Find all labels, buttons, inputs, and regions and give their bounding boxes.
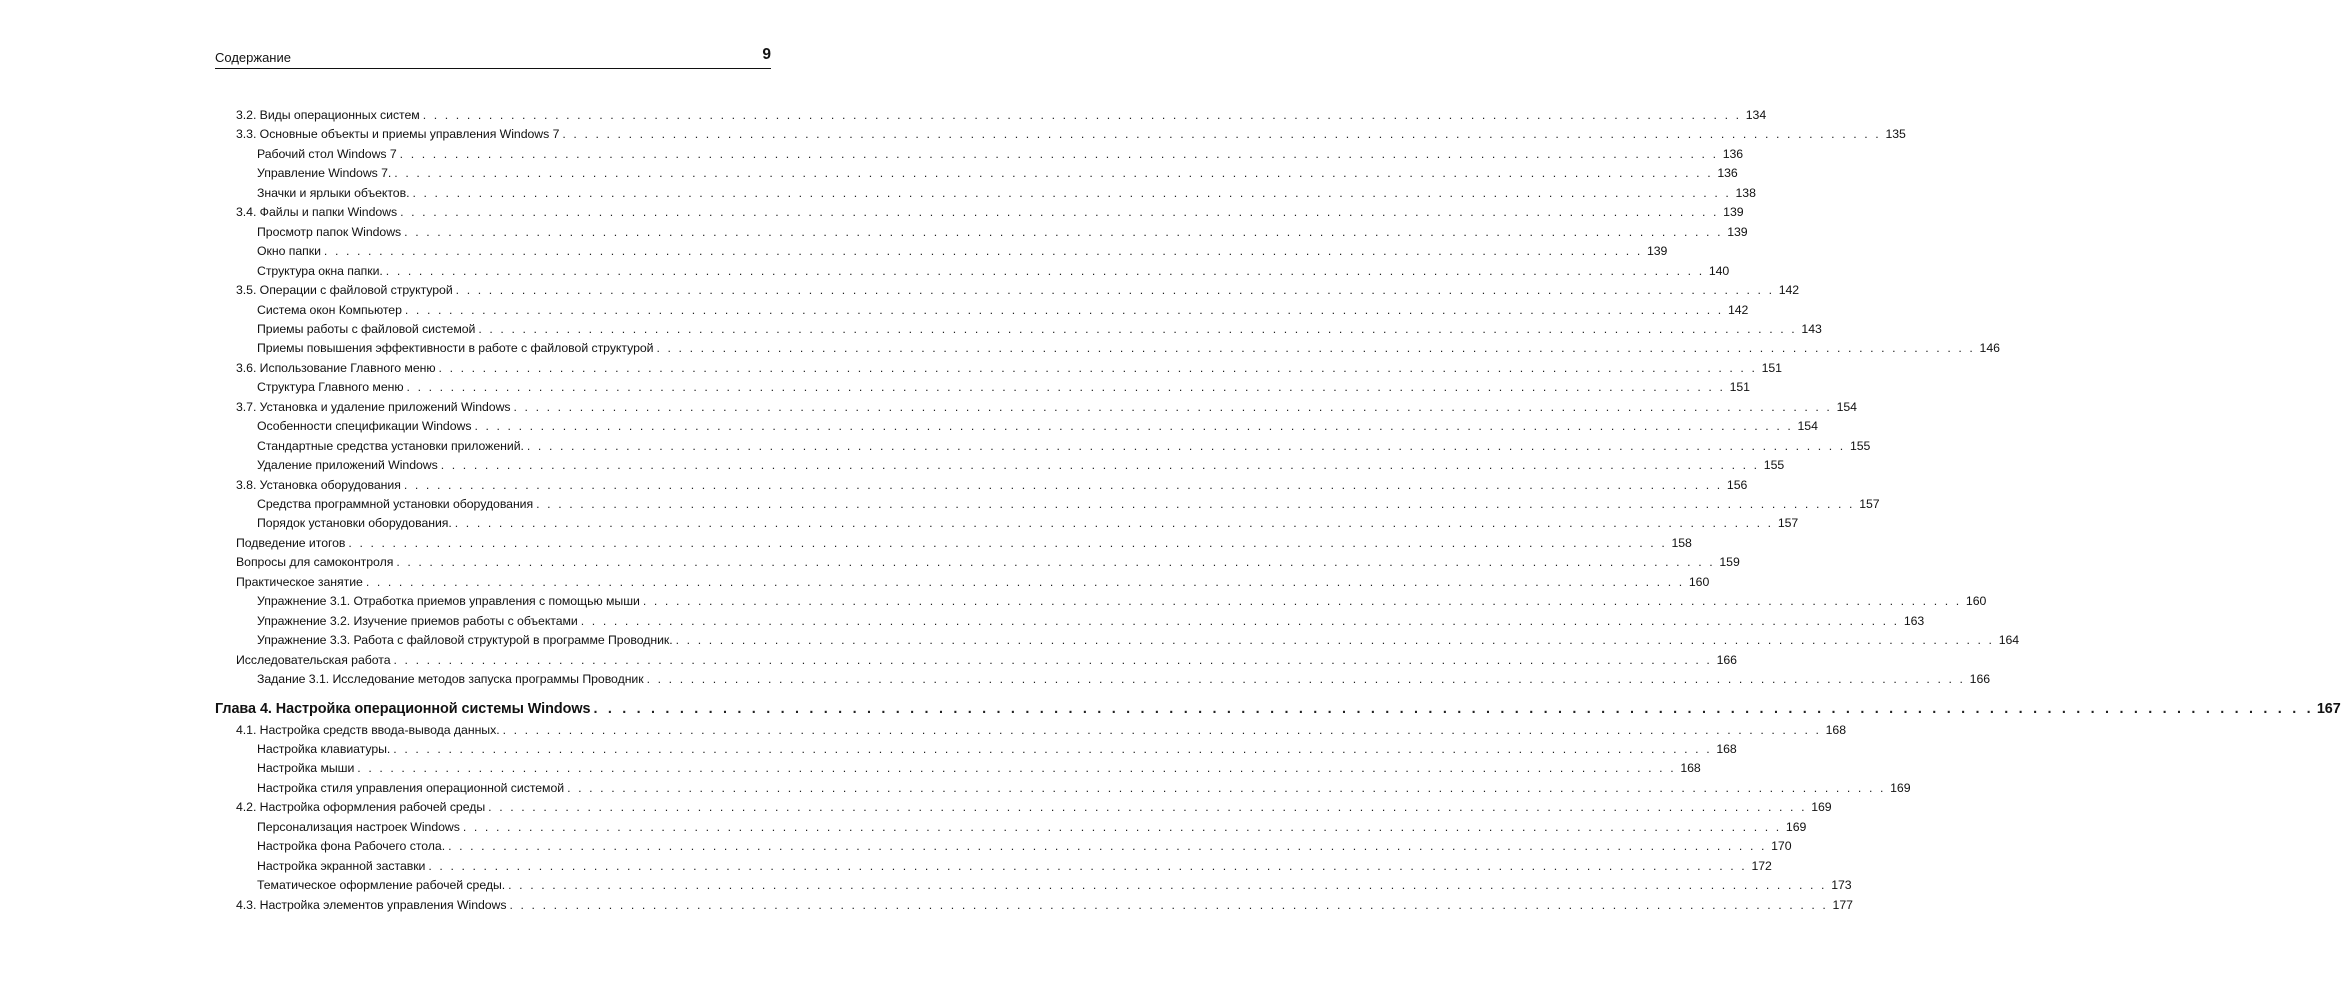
- running-header-title: Содержание: [215, 50, 291, 65]
- toc-leader-dots: . . . . . . . . . . . . . . . . . . . . . . . . . . . . . . . . . . . . . . . . . . . . . . . . . . . . . . . . . . . . . . . . . . . . . . . . . . . . . . . . . . . . . . . . . . . . . . . . . . . . . . . . . . . . . . . . . . . . . . . .: [440, 458, 1760, 473]
- toc-entry: [236, 473, 1748, 493]
- toc-entry-title: Тематическое оформление рабочей среды.: [257, 878, 506, 893]
- toc-entry-title: Значки и ярлыки объектов.: [257, 185, 410, 200]
- toc-entry-page: 143: [1801, 321, 1822, 336]
- toc-leader-dots: . . . . . . . . . . . . . . . . . . . . . . . . . . . . . . . . . . . . . . . . . . . . . . . . . . . . . . . . . . . . . . . . . . . . . . . . . . . . . . . . . . . . . . . . . . . . . . . . . . . . . . . . . . . . . . . . . . . . . . . .: [403, 477, 1723, 492]
- toc-entry-title: Глава 4. Настройка операционной системы Windows: [215, 700, 591, 717]
- toc-leader-dots: . . . . . . . . . . . . . . . . . . . . . . . . . . . . . . . . . . . . . . . . . . . . . . . . . . . . . . . . . . . . . . . . . . . . . . . . . . . . . . . . . . . . . . . . . . . . . . . . . . . . . . . . . . . . . . . . . . . . . . . .: [513, 399, 1832, 414]
- toc-entry-page: 172: [1751, 858, 1772, 873]
- toc-entry: [257, 589, 1987, 609]
- toc-entry-page: 168: [1680, 761, 1701, 776]
- toc-entry-page: 138: [1735, 185, 1756, 200]
- toc-entry: [257, 776, 1911, 796]
- toc-entry-page: 136: [1717, 166, 1738, 181]
- toc-entry-page: 166: [1969, 672, 1991, 687]
- toc-entry-page: 142: [1778, 283, 1800, 298]
- toc-entry: [257, 298, 1749, 318]
- toc-entry: [257, 815, 1807, 835]
- toc-entry-title: Рабочий стол Windows 7: [257, 146, 397, 161]
- toc-leader-dots: . . . . . . . . . . . . . . . . . . . . . . . . . . . . . . . . . . . . . . . . . . . . . . . . . . . . . . . . . . . . . . . . . . . . . . . . . . . . . . . . . . . . . . . . . . . . . . . . . . . . . . . . . . . . . . . . . . . . . . . .: [323, 244, 1643, 259]
- toc-leader-dots: . . . . . . . . . . . . . . . . . . . . . . . . . . . . . . . . . . . . . . . . . . . . . . . . . . . . . . . . . . . . . . . . . . . . . . . . . . . . . . . . . . . . . . . . . . . . . . . . . . . . . . . . . . . . . . . . . . . . . . . .: [462, 819, 1782, 834]
- toc-entry: [257, 609, 1925, 629]
- toc-entry: [257, 434, 1871, 454]
- toc-entry-page: 151: [1729, 380, 1750, 395]
- toc-entry-title: Персонализация настроек Windows: [257, 819, 460, 834]
- toc-entry-page: 139: [1723, 205, 1744, 220]
- toc-entry-title: Настройка экранной заставки: [257, 858, 426, 873]
- toc-entry-page: 168: [1825, 722, 1846, 737]
- toc-leader-dots: . . . . . . . . . . . . . . . . . . . . . . . . . . . . . . . . . . . . . . . . . . . . . . . . . . . . . . . . . . . . . . . . . . . . . . . . . . . . . . . . . . . . . . . . . . . . . . . . . . . . . . . . . . . . . . . . . . . . . . . .: [509, 897, 1828, 912]
- toc-leader-dots: . . . . . . . . . . . . . . . . . . . . . . . . . . . . . . . . . . . . . . . . . . . . . . . . . . . . . . . . . . . . . . . . . . . . . . . . . . . . . . . . . . . . . . . . . . . . . . . . . . . . . . . . . . . . . . . . . . . . . . . .: [438, 360, 1757, 375]
- toc-leader-dots: . . . . . . . . . . . . . . . . . . . . . . . . . . . . . . . . . . . . . . . . . . . . . . . . . . . . . . . . . . . . . . . . . . . . . . . . . . . . . . . . . . . . . . . . . . . . . . . . . . . . . . . . . . . . . . . . . . . . . . . .: [400, 205, 1719, 220]
- toc-entry-title: 3.6. Использование Главного меню: [236, 360, 436, 375]
- toc-entry-title: Стандартные средства установки приложений.: [257, 438, 524, 453]
- toc-entry-title: Структура Главного меню: [257, 380, 404, 395]
- toc-entry-page: 154: [1836, 399, 1857, 414]
- toc-leader-dots: . . . . . . . . . . . . . . . . . . . . . . . . . . . . . . . . . . . . . . . . . . . . . . . . . . . . . . . . . . . . . . . . . . . . . . . . . . . . . . . . . . . . . . . . . . . . . . . . . . . . . . . . . . . . . . . . . . . . . . . .: [406, 380, 1725, 395]
- toc-entry-title: Упражнение 3.3. Работа с файловой структурой в программе Проводник.: [257, 633, 673, 648]
- toc-entry-title: Окно папки: [257, 244, 321, 259]
- toc-leader-dots: . . . . . . . . . . . . . . . . . . . . . . . . . . . . . . . . . . . . . . . . . . . . . . . . . . . . . . . . . . . . . . . . . . . . . . . . . . . . . . . . . . . . . . . . . . . . . . . . . . . . . . . . . . . . . . . . . . . . . . . .: [478, 321, 1797, 336]
- toc-entry-page: 159: [1719, 555, 1740, 570]
- toc-entry: [236, 570, 1710, 590]
- toc-entry-title: 4.2. Настройка оформления рабочей среды: [236, 800, 486, 815]
- toc-entry: [257, 511, 1799, 531]
- toc-leader-dots: . . . . . . . . . . . . . . . . . . . . . . . . . . . . . . . . . . . . . . . . . . . . . . . . . . . . . . . . . . . . . . . . . . . . . . . . . . . . . . . . . . . . . . . . . . . . . . . . . . . . . . . . . . . . . . . . . . . . . . . .: [642, 594, 1962, 609]
- toc-entry-title: Особенности спецификации Windows: [257, 419, 472, 434]
- toc-leader-dots: . . . . . . . . . . . . . . . . . . . . . . . . . . . . . . . . . . . . . . . . . . . . . . . . . . . . . . . . . . . . . . . . . . . . . . . . . . . . . . . . . . . . . . . . . . . . . . . . . . . . . . . . . . . . . . . . . . . . . . . .: [488, 800, 1807, 815]
- toc-entry-page: 146: [1979, 341, 2000, 356]
- toc-entry-title: Подведение итогов: [236, 535, 346, 550]
- toc-entry-title: Вопросы для самоконтроля: [236, 555, 394, 570]
- toc-leader-dots: . . . . . . . . . . . . . . . . . . . . . . . . . . . . . . . . . . . . . . . . . . . . . . . . . . . . . . . . . . . . . . . . . . . . . . . . . . . . . . . . . . . . . . . . . . . . . . . . . . . . . . . . . . . . . . . . . . . . . . . .: [348, 535, 1667, 550]
- toc-entry: [257, 259, 1730, 279]
- toc-entry-title: Просмотр папок Windows: [257, 224, 402, 239]
- toc-entry-title: 3.3. Основные объекты и приемы управления Windows 7: [236, 127, 560, 142]
- toc-entry: [257, 239, 1668, 259]
- toc-entry: [257, 453, 1785, 473]
- toc-entry-page: 163: [1903, 613, 1925, 628]
- toc-entry-page: 169: [1890, 780, 1911, 795]
- toc-entry-title: Упражнение 3.2. Изучение приемов работы с объектами: [257, 613, 578, 628]
- toc-leader-dots: . . . . . . . . . . . . . . . . . . . . . . . . . . . . . . . . . . . . . . . . . . . . . . . . . . . . . . . . . . . . . . . . . . . . . . . . . . . . . . . . . . . . . . . . . . . . . . . . . . . . . . . . . . . . . . . . . . . . . . . .: [393, 741, 1712, 756]
- toc-leader-dots: . . . . . . . . . . . . . . . . . . . . . . . . . . . . . . . . . . . . . . . . . . . . . . . . . . . . . . . . . . . . . . . . . . . . . . . . . . . . . . . . . . . . . . . . . . . . . . . . . . . . . . . . . . . . . . . . . . . . . . . .: [646, 672, 1966, 687]
- toc-leader-dots: . . . . . . . . . . . . . . . . . . . . . . . . . . . . . . . . . . . . . . . . . . . . . . . . . . . . . . . . . . . . . . . . . . . . . . . . . . . . . . . . . . . . . . . . . . . . . . . . . . . . . . . . . . . . . . . . . . . . . . . .: [357, 761, 1676, 776]
- toc-leader-dots: . . . . . . . . . . . . . . . . . . . . . . . . . . . . . . . . . . . . . . . . . . . . . . . . . . . . . . . . . . . . . . . . . . . . . . . . . . . . . . . . . . . . . . . . . . . . . . . . . . . . . . . . . . . . . . . . . . . . . . . .: [404, 224, 1723, 239]
- toc-entry: [257, 873, 1852, 893]
- toc-entry: [236, 795, 1832, 815]
- toc-leader-dots: . . . . . . . . . . . . . . . . . . . . . . . . . . . . . . . . . . . . . . . . . . . . . . . . . . . . . . . . . . . . . . . . . . . . . . . . . . . . . . . . . . . . . . . . . . . . . . . . . . . . . . . . . . . . . . . . . . . . . . . .: [404, 302, 1724, 317]
- toc-entry: [236, 103, 1767, 123]
- toc-entry-title: Исследовательская работа: [236, 652, 391, 667]
- toc-leader-dots: . . . . . . . . . . . . . . . . . . . . . . . . . . . . . . . . . . . . . . . . . . . . . . . . . . . . . . . . . . . . . . . . . . . . . . . . . . . . . . . . . . . . . . . . . . . . . . . . . . . . . . . . . . . . . . . . . . . . . . . .: [454, 516, 1774, 531]
- toc-entry-title: 4.1. Настройка средств ввода-вывода данных.: [236, 722, 500, 737]
- toc-entry: [257, 737, 1737, 757]
- toc-entry-title: Настройка клавиатуры.: [257, 741, 391, 756]
- toc-entry-page: 157: [1859, 497, 1880, 511]
- toc-entry-title: 4.3. Настройка элементов управления Windows: [236, 897, 507, 912]
- toc-entry-page: 155: [1763, 458, 1785, 473]
- toc-entry: [257, 142, 1744, 162]
- toc-entry: [257, 628, 2020, 648]
- toc-entry-title: Система окон Компьютер: [257, 302, 402, 317]
- toc-leader-dots: . . . . . . . . . . . . . . . . . . . . . . . . . . . . . . . . . . . . . . . . . . . . . . . . . . . . . . . . . . . . . . . . . . . . . . . . . . . . . . . . . . . . . . . . . . . . . . . . . . . . . . . . . . . . . . . . . . . . . . . .: [365, 574, 1685, 589]
- toc-entry-title: Настройка стиля управления операционной системой: [257, 780, 565, 795]
- toc-leader-dots: . . . . . . . . . . . . . . . . . . . . . . . . . . . . . . . . . . . . . . . . . . . . . . . . . . . . . . . . . . . . . . . . . . . . . . . . . . . . . . . . . . . . . . . . . . . . . . . . . . . . . . . . . . . . . . . . . . . . . . . .: [593, 700, 2314, 717]
- toc-entry-page: 170: [1771, 839, 1792, 854]
- toc-entry: [257, 492, 1880, 512]
- toc-leader-dots: . . . . . . . . . . . . . . . . . . . . . . . . . . . . . . . . . . . . . . . . . . . . . . . . . . . . . . . . . . . . . . . . . . . . . . . . . . . . . . . . . . . . . . . . . . . . . . . . . . . . . . . . . . . . . . . . . . . . . . . .: [455, 283, 1775, 298]
- toc-entry: [257, 414, 1818, 434]
- toc-entry-title: Настройка фона Рабочего стола.: [257, 839, 446, 854]
- toc-leader-dots: . . . . . . . . . . . . . . . . . . . . . . . . . . . . . . . . . . . . . . . . . . . . . . . . . . . . . . . . . . . . . . . . . . . . . . . . . . . . . . . . . . . . . . . . . . . . . . . . . . . . . . . . . . . . . . . . . . . . . . . .: [562, 127, 1881, 142]
- toc-leader-dots: . . . . . . . . . . . . . . . . . . . . . . . . . . . . . . . . . . . . . . . . . . . . . . . . . . . . . . . . . . . . . . . . . . . . . . . . . . . . . . . . . . . . . . . . . . . . . . . . . . . . . . . . . . . . . . . . . . . . . . . .: [567, 780, 1886, 795]
- toc-leader-dots: . . . . . . . . . . . . . . . . . . . . . . . . . . . . . . . . . . . . . . . . . . . . . . . . . . . . . . . . . . . . . . . . . . . . . . . . . . . . . . . . . . . . . . . . . . . . . . . . . . . . . . . . . . . . . . . . . . . . . . . .: [393, 652, 1712, 667]
- toc-entry: [257, 667, 1991, 687]
- toc-entry: [257, 336, 2000, 356]
- toc-entry-page: 160: [1965, 594, 1987, 609]
- toc-entry: [257, 181, 1756, 201]
- toc-leader-dots: . . . . . . . . . . . . . . . . . . . . . . . . . . . . . . . . . . . . . . . . . . . . . . . . . . . . . . . . . . . . . . . . . . . . . . . . . . . . . . . . . . . . . . . . . . . . . . . . . . . . . . . . . . . . . . . . . . . . . . . .: [536, 497, 1855, 511]
- toc-entry-page: 139: [1646, 244, 1668, 259]
- toc-leader-dots: . . . . . . . . . . . . . . . . . . . . . . . . . . . . . . . . . . . . . . . . . . . . . . . . . . . . . . . . . . . . . . . . . . . . . . . . . . . . . . . . . . . . . . . . . . . . . . . . . . . . . . . . . . . . . . . . . . . . . . . .: [508, 878, 1827, 893]
- toc-entry: [236, 200, 1744, 220]
- toc-entry-title: 3.8. Установка оборудования: [236, 477, 401, 492]
- toc-entry-title: Приемы работы с файловой системой: [257, 321, 476, 336]
- toc-entry-page: 167: [2316, 700, 2341, 717]
- toc-entry-page: 169: [1811, 800, 1832, 815]
- toc-leader-dots: . . . . . . . . . . . . . . . . . . . . . . . . . . . . . . . . . . . . . . . . . . . . . . . . . . . . . . . . . . . . . . . . . . . . . . . . . . . . . . . . . . . . . . . . . . . . . . . . . . . . . . . . . . . . . . . . . . . . . . . .: [396, 555, 1715, 570]
- toc-entry-title: Задание 3.1. Исследование методов запуска программы Проводник: [257, 672, 644, 687]
- toc-entry-page: 155: [1849, 438, 1871, 453]
- toc-leader-dots: . . . . . . . . . . . . . . . . . . . . . . . . . . . . . . . . . . . . . . . . . . . . . . . . . . . . . . . . . . . . . . . . . . . . . . . . . . . . . . . . . . . . . . . . . . . . . . . . . . . . . . . . . . . . . . . . . . . . . . . .: [394, 166, 1713, 181]
- toc-entry: [236, 122, 1906, 142]
- toc-entry-title: 3.4. Файлы и папки Windows: [236, 205, 398, 220]
- toc-entry-title: Практическое занятие: [236, 574, 363, 589]
- toc-entry-page: 158: [1671, 535, 1692, 550]
- toc-entry-page: 142: [1727, 302, 1749, 317]
- toc-entry-title: Порядок установки оборудования.: [257, 516, 452, 531]
- toc-entry-page: 160: [1688, 574, 1710, 589]
- toc-entry: [257, 375, 1750, 395]
- toc-chapter-heading: [215, 695, 2341, 717]
- toc-entry-page: 151: [1761, 360, 1782, 375]
- toc-entry-page: 154: [1797, 419, 1818, 434]
- toc-leader-dots: . . . . . . . . . . . . . . . . . . . . . . . . . . . . . . . . . . . . . . . . . . . . . . . . . . . . . . . . . . . . . . . . . . . . . . . . . . . . . . . . . . . . . . . . . . . . . . . . . . . . . . . . . . . . . . . . . . . . . . . .: [474, 419, 1793, 434]
- toc-entry-page: 134: [1745, 108, 1767, 122]
- toc-entry: [236, 550, 1740, 570]
- toc-entry-title: Управление Windows 7.: [257, 166, 392, 181]
- toc-entry-page: 166: [1716, 652, 1737, 667]
- toc-entry: [236, 648, 1737, 668]
- toc-entry: [257, 220, 1748, 240]
- toc-entry-title: 3.2. Виды операционных систем: [236, 108, 420, 122]
- toc-entry-page: 164: [1998, 633, 2020, 648]
- toc-entry-title: Удаление приложений Windows: [257, 458, 438, 473]
- toc-leader-dots: . . . . . . . . . . . . . . . . . . . . . . . . . . . . . . . . . . . . . . . . . . . . . . . . . . . . . . . . . . . . . . . . . . . . . . . . . . . . . . . . . . . . . . . . . . . . . . . . . . . . . . . . . . . . . . . . . . . . . . . .: [526, 438, 1846, 453]
- toc-leader-dots: . . . . . . . . . . . . . . . . . . . . . . . . . . . . . . . . . . . . . . . . . . . . . . . . . . . . . . . . . . . . . . . . . . . . . . . . . . . . . . . . . . . . . . . . . . . . . . . . . . . . . . . . . . . . . . . . . . . . . . . .: [675, 633, 1995, 648]
- toc-entry-page: 169: [1785, 819, 1807, 834]
- page-number: 9: [762, 46, 771, 63]
- toc-entry-title: Средства программной установки оборудования: [257, 497, 534, 511]
- toc-entry: [236, 531, 1692, 551]
- toc-leader-dots: . . . . . . . . . . . . . . . . . . . . . . . . . . . . . . . . . . . . . . . . . . . . . . . . . . . . . . . . . . . . . . . . . . . . . . . . . . . . . . . . . . . . . . . . . . . . . . . . . . . . . . . . . . . . . . . . . . . . . . . .: [656, 341, 1975, 356]
- toc-leader-dots: . . . . . . . . . . . . . . . . . . . . . . . . . . . . . . . . . . . . . . . . . . . . . . . . . . . . . . . . . . . . . . . . . . . . . . . . . . . . . . . . . . . . . . . . . . . . . . . . . . . . . . . . . . . . . . . . . . . . . . . .: [448, 839, 1767, 854]
- toc-leader-dots: . . . . . . . . . . . . . . . . . . . . . . . . . . . . . . . . . . . . . . . . . . . . . . . . . . . . . . . . . . . . . . . . . . . . . . . . . . . . . . . . . . . . . . . . . . . . . . . . . . . . . . . . . . . . . . . . . . . . . . . .: [385, 263, 1705, 278]
- toc-entry-page: 168: [1716, 741, 1737, 756]
- toc-entry: [257, 317, 1822, 337]
- toc-leader-dots: . . . . . . . . . . . . . . . . . . . . . . . . . . . . . . . . . . . . . . . . . . . . . . . . . . . . . . . . . . . . . . . . . . . . . . . . . . . . . . . . . . . . . . . . . . . . . . . . . . . . . . . . . . . . . . . . . . . . . . . .: [399, 146, 1719, 161]
- toc-entry-title: Упражнение 3.1. Отработка приемов управления с помощью мыши: [257, 594, 640, 609]
- toc-entry-title: 3.7. Установка и удаление приложений Windows: [236, 399, 511, 414]
- toc-entry: [257, 834, 1792, 854]
- toc-entry: [236, 893, 1853, 913]
- toc-entry-page: 156: [1726, 477, 1748, 492]
- toc-leader-dots: . . . . . . . . . . . . . . . . . . . . . . . . . . . . . . . . . . . . . . . . . . . . . . . . . . . . . . . . . . . . . . . . . . . . . . . . . . . . . . . . . . . . . . . . . . . . . . . . . . . . . . . . . . . . . . . . . . . . . . . .: [580, 613, 1900, 628]
- toc-entry: [236, 395, 1857, 415]
- toc-entry-title: 3.5. Операции с файловой структурой: [236, 283, 453, 298]
- toc-entry-page: 136: [1722, 146, 1744, 161]
- toc-entry: [236, 356, 1782, 376]
- running-header: [215, 46, 771, 69]
- toc-leader-dots: . . . . . . . . . . . . . . . . . . . . . . . . . . . . . . . . . . . . . . . . . . . . . . . . . . . . . . . . . . . . . . . . . . . . . . . . . . . . . . . . . . . . . . . . . . . . . . . . . . . . . . . . . . . . . . . . . . . . . . . .: [412, 185, 1731, 200]
- toc-leader-dots: . . . . . . . . . . . . . . . . . . . . . . . . . . . . . . . . . . . . . . . . . . . . . . . . . . . . . . . . . . . . . . . . . . . . . . . . . . . . . . . . . . . . . . . . . . . . . . . . . . . . . . . . . . . . . . . . . . . . . . . .: [422, 108, 1742, 122]
- toc-entry-page: 140: [1708, 263, 1730, 278]
- toc-entry-page: 157: [1777, 516, 1799, 531]
- toc-entry-title: Настройка мыши: [257, 761, 355, 776]
- toc-entry-page: 139: [1727, 224, 1748, 239]
- toc-entry-title: Структура окна папки.: [257, 263, 383, 278]
- toc-entry-page: 177: [1832, 897, 1853, 912]
- toc-entry: [236, 278, 1800, 298]
- toc-entry-title: Приемы повышения эффективности в работе с файловой структурой: [257, 341, 654, 356]
- toc-entry: [236, 718, 1846, 738]
- toc-entry: [257, 161, 1738, 181]
- toc-leader-dots: . . . . . . . . . . . . . . . . . . . . . . . . . . . . . . . . . . . . . . . . . . . . . . . . . . . . . . . . . . . . . . . . . . . . . . . . . . . . . . . . . . . . . . . . . . . . . . . . . . . . . . . . . . . . . . . . . . . . . . . .: [502, 722, 1821, 737]
- toc-entry-page: 135: [1885, 127, 1906, 142]
- toc-entry: [257, 756, 1701, 776]
- toc-leader-dots: . . . . . . . . . . . . . . . . . . . . . . . . . . . . . . . . . . . . . . . . . . . . . . . . . . . . . . . . . . . . . . . . . . . . . . . . . . . . . . . . . . . . . . . . . . . . . . . . . . . . . . . . . . . . . . . . . . . . . . . .: [428, 858, 1747, 873]
- toc-entry-page: 173: [1831, 878, 1852, 893]
- toc-entry: [257, 854, 1772, 874]
